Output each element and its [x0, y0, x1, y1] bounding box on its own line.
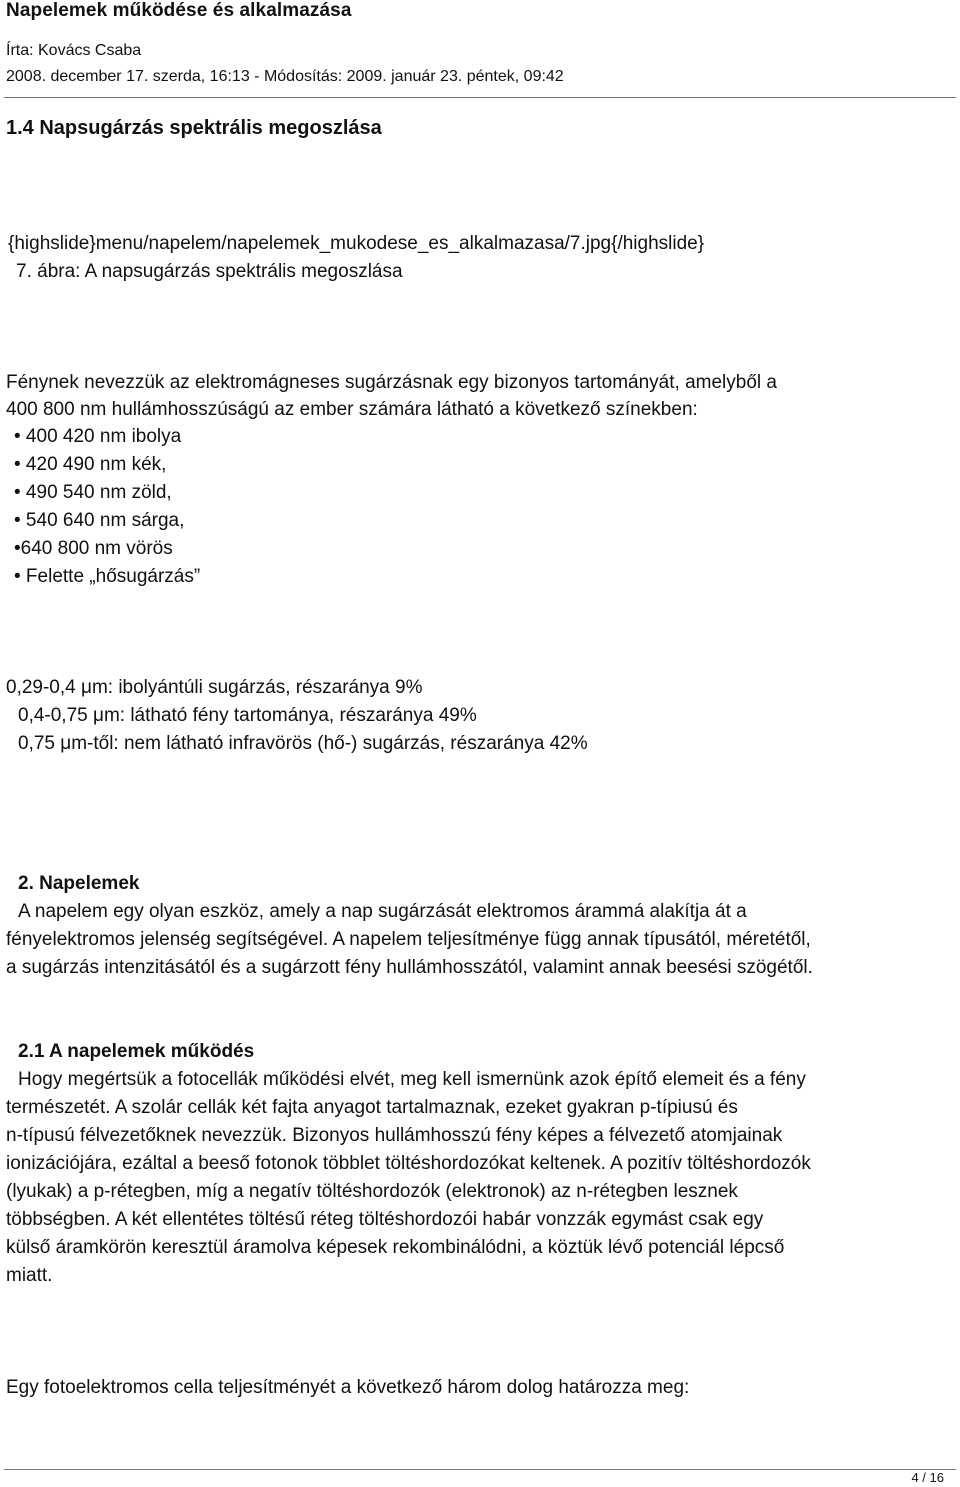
intro-line-1: Fénynek nevezzük az elektromágneses sugárzásnak egy bizonyos tartományát, amelyből a: [6, 372, 777, 393]
paragraph-line: ionizációjára, ezáltal a beeső fotonok többlet töltéshordozókat keltenek. A pozitív töltéshordozók: [6, 1153, 811, 1174]
color-item: • 540 640 nm sárga,: [14, 510, 185, 531]
paragraph-line: miatt.: [6, 1265, 53, 1286]
paragraph-line: n-típusú félvezetőknek nevezzük. Bizonyos hullámhosszú fény képes a félvezető atomjainak: [6, 1125, 783, 1146]
section-heading-2: 2. Napelemek: [18, 873, 140, 894]
range-item: 0,29-0,4 μm: ibolyántúli sugárzás, részaránya 9%: [6, 677, 423, 698]
closing-line: Egy fotoelektromos cella teljesítményét a következő három dolog határozza meg:: [6, 1377, 690, 1398]
paragraph-line: Hogy megértsük a fotocellák működési elvét, meg kell ismernünk azok építő elemeit és a fény: [18, 1069, 806, 1090]
footer-divider: [4, 1469, 956, 1470]
range-item: 0,75 μm-től: nem látható infravörös (hő-) sugárzás, részaránya 42%: [18, 733, 588, 754]
section-heading-2-1: 2.1 A napelemek működés: [18, 1041, 255, 1062]
paragraph-line: A napelem egy olyan eszköz, amely a nap sugárzását elektromos árammá alakítja át a: [18, 901, 747, 922]
date-line: 2008. december 17. szerda, 16:13 - Módosítás: 2009. január 23. péntek, 09:42: [6, 68, 564, 85]
color-item: • 490 540 nm zöld,: [14, 482, 172, 503]
color-item: • 420 490 nm kék,: [14, 454, 167, 475]
color-item: • 400 420 nm ibolya: [14, 426, 182, 447]
color-item: •640 800 nm vörös: [14, 538, 173, 559]
paragraph-line: (lyukak) a p-rétegben, míg a negatív töltéshordozók (elektronok) az n-rétegben lesznek: [6, 1181, 738, 1202]
header-divider: [4, 97, 956, 98]
paragraph-line: fényelektromos jelenség segítségével. A napelem teljesítménye függ annak típusától, méretétől,: [6, 929, 811, 950]
author-line: Írta: Kovács Csaba: [6, 42, 142, 59]
paragraph-line: külső áramkörön keresztül áramolva képesek rekombinálódni, a köztük lévő potenciál lépcső: [6, 1237, 785, 1258]
section-heading-1-4: 1.4 Napsugárzás spektrális megoszlása: [6, 117, 382, 139]
page-number: 4 / 16: [911, 1470, 944, 1485]
figure-caption: 7. ábra: A napsugárzás spektrális megoszlása: [16, 261, 403, 282]
range-item: 0,4-0,75 μm: látható fény tartománya, részaránya 49%: [18, 705, 477, 726]
highslide-code: {highslide}menu/napelem/napelemek_mukodese_es_alkalmazasa/7.jpg{/highslide}: [8, 233, 705, 254]
paragraph-line: többségben. A két ellentétes töltésű réteg töltéshordozói habár vonzzák egymást csak egy: [6, 1209, 764, 1230]
document-title: Napelemek működése és alkalmazása: [6, 0, 352, 21]
intro-line-2: 400 800 nm hullámhosszúságú az ember számára látható a következő színekben:: [6, 399, 698, 420]
color-item: • Felette „hősugárzás”: [14, 566, 201, 587]
paragraph-line: természetét. A szolár cellák két fajta anyagot tartalmaznak, ezeket gyakran p-típiusú és: [6, 1097, 738, 1118]
paragraph-line: a sugárzás intenzitásától és a sugárzott fény hullámhosszától, valamint annak beesési szögétől.: [6, 957, 813, 978]
